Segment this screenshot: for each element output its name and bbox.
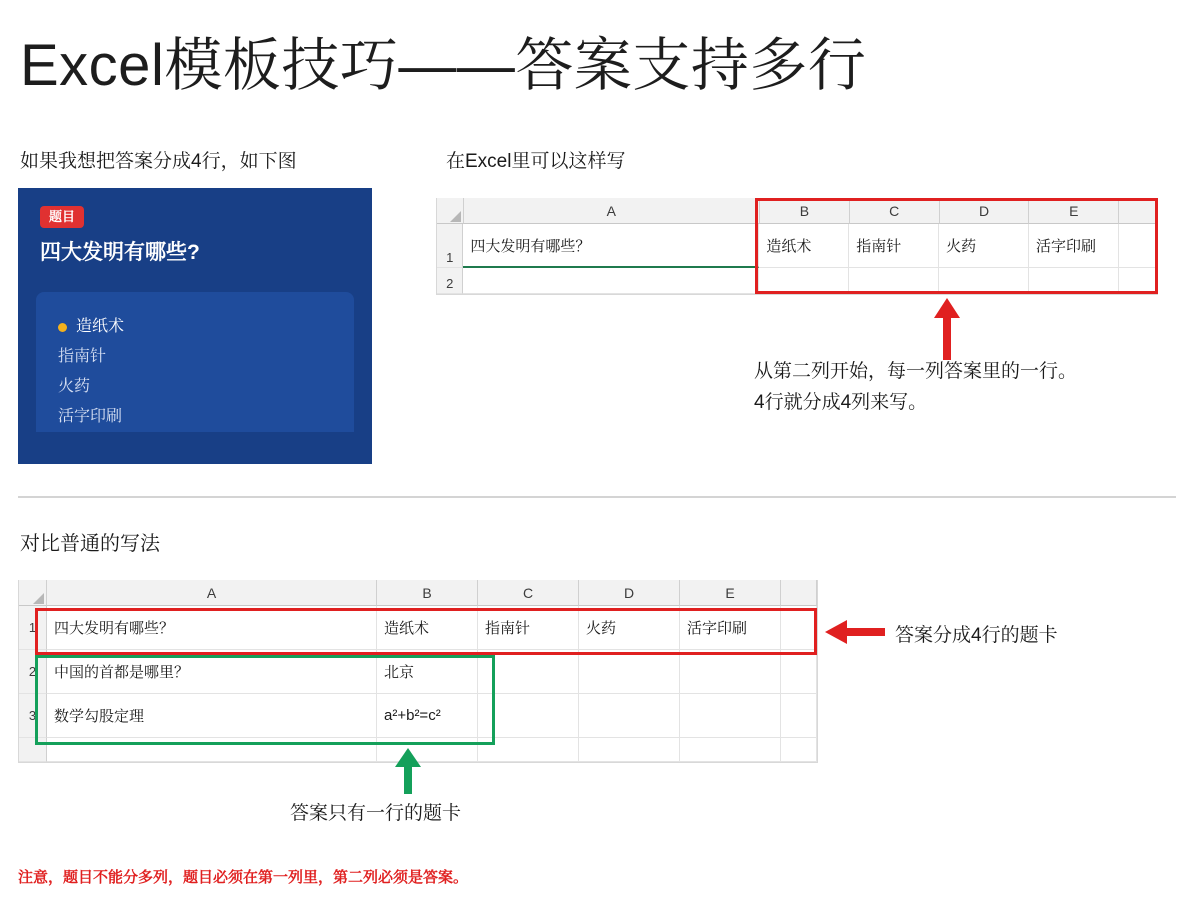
- column-header-d[interactable]: D: [940, 198, 1030, 224]
- cell-a1[interactable]: 四大发明有哪些？: [463, 224, 759, 268]
- cell-a4[interactable]: [47, 738, 377, 762]
- row-header-1[interactable]: 1: [19, 606, 47, 650]
- column-header-row: [19, 580, 817, 606]
- column-header-b[interactable]: B: [760, 198, 850, 224]
- caption-left: 如果我想把答案分成4行，如下图: [20, 151, 297, 172]
- cell-e3[interactable]: [680, 694, 781, 738]
- annotation-green-label: 答案只有一行的题卡: [290, 803, 462, 824]
- cell-e2[interactable]: [1029, 268, 1119, 294]
- question-card: [18, 188, 372, 464]
- select-all-corner-icon[interactable]: [19, 580, 47, 606]
- cell-f4[interactable]: [781, 738, 817, 762]
- annotation-red-label: 答案分成4行的题卡: [895, 625, 1058, 646]
- caption-compare: 对比普通的写法: [20, 533, 160, 555]
- column-header-f[interactable]: [1119, 198, 1157, 224]
- list-item: 火药: [58, 378, 91, 395]
- column-header-e[interactable]: E: [680, 580, 781, 606]
- cell-c1[interactable]: 指南针: [849, 224, 939, 268]
- cell-d1[interactable]: 火药: [939, 224, 1029, 268]
- row-header-4[interactable]: [19, 738, 47, 762]
- cell-d2[interactable]: [939, 268, 1029, 294]
- card-answer-list: [36, 292, 354, 432]
- note-answer-columns: [754, 356, 1077, 418]
- column-header-c[interactable]: C: [850, 198, 940, 224]
- cell-e1[interactable]: 活字印刷: [680, 606, 781, 650]
- cell-f2[interactable]: [1119, 268, 1157, 294]
- card-badge: 题目: [40, 206, 84, 228]
- spreadsheet-top[interactable]: [436, 198, 1158, 295]
- cell-a1[interactable]: 四大发明有哪些？: [47, 606, 377, 650]
- cell-f1[interactable]: [781, 606, 817, 650]
- column-header-row: [437, 198, 1157, 224]
- row-header-2[interactable]: 2: [19, 650, 47, 694]
- column-header-c[interactable]: C: [478, 580, 579, 606]
- section-divider: [18, 496, 1176, 498]
- cell-f2[interactable]: [781, 650, 817, 694]
- note-line-2: 4行就分成4列来写。: [754, 392, 928, 413]
- table-row: [437, 268, 1157, 294]
- cell-d1[interactable]: 火药: [579, 606, 680, 650]
- table-row: [19, 650, 817, 694]
- cell-b2[interactable]: 北京: [377, 650, 478, 694]
- list-item: 指南针: [58, 348, 107, 365]
- cell-b4[interactable]: [377, 738, 478, 762]
- column-header-a[interactable]: A: [464, 198, 761, 224]
- cell-e2[interactable]: [680, 650, 781, 694]
- cell-e1[interactable]: 活字印刷: [1029, 224, 1119, 268]
- note-line-1: 从第二列开始，每一列答案里的一行。: [754, 361, 1078, 382]
- column-header-d[interactable]: D: [579, 580, 680, 606]
- row-header-1[interactable]: 1: [437, 224, 463, 268]
- cell-e4[interactable]: [680, 738, 781, 762]
- spreadsheet-bottom[interactable]: [18, 580, 818, 763]
- list-item: 造纸术: [36, 312, 354, 342]
- arrow-up-red-icon: [934, 298, 960, 360]
- list-item: 活字印刷: [58, 408, 123, 425]
- footer-warning-text: 注意，题目不能分多列，题目必须在第一列里，第二列必须是答案。: [18, 869, 469, 886]
- page-title: Excel模板技巧——答案支持多行: [20, 33, 867, 98]
- table-row: [437, 224, 1157, 268]
- cell-d3[interactable]: [579, 694, 680, 738]
- cell-d4[interactable]: [579, 738, 680, 762]
- column-header-b[interactable]: B: [377, 580, 478, 606]
- cell-c2[interactable]: [478, 650, 579, 694]
- row-header-3[interactable]: 3: [19, 694, 47, 738]
- column-header-a[interactable]: A: [47, 580, 377, 606]
- cell-b2[interactable]: [759, 268, 849, 294]
- cell-d2[interactable]: [579, 650, 680, 694]
- cell-a3[interactable]: 数学勾股定理: [47, 694, 377, 738]
- cell-a2[interactable]: [463, 268, 759, 294]
- select-all-corner-icon[interactable]: [437, 198, 464, 224]
- cell-c2[interactable]: [849, 268, 939, 294]
- table-row: [19, 694, 817, 738]
- table-row: [19, 606, 817, 650]
- row-header-2[interactable]: 2: [437, 268, 463, 294]
- caption-right: 在Excel里可以这样写: [446, 151, 626, 172]
- card-question: 四大发明有哪些?: [40, 241, 200, 264]
- column-header-e[interactable]: E: [1029, 198, 1119, 224]
- cell-c3[interactable]: [478, 694, 579, 738]
- cell-c4[interactable]: [478, 738, 579, 762]
- cell-f1[interactable]: [1119, 224, 1157, 268]
- arrow-left-red-icon: [825, 620, 885, 644]
- cell-b1[interactable]: 造纸术: [377, 606, 478, 650]
- cell-b3[interactable]: a²+b²=c²: [377, 694, 478, 738]
- cell-a2[interactable]: 中国的首都是哪里？: [47, 650, 377, 694]
- column-header-f[interactable]: [781, 580, 817, 606]
- cell-f3[interactable]: [781, 694, 817, 738]
- cell-c1[interactable]: 指南针: [478, 606, 579, 650]
- arrow-up-green-icon: [395, 748, 421, 794]
- cell-b1[interactable]: 造纸术: [759, 224, 849, 268]
